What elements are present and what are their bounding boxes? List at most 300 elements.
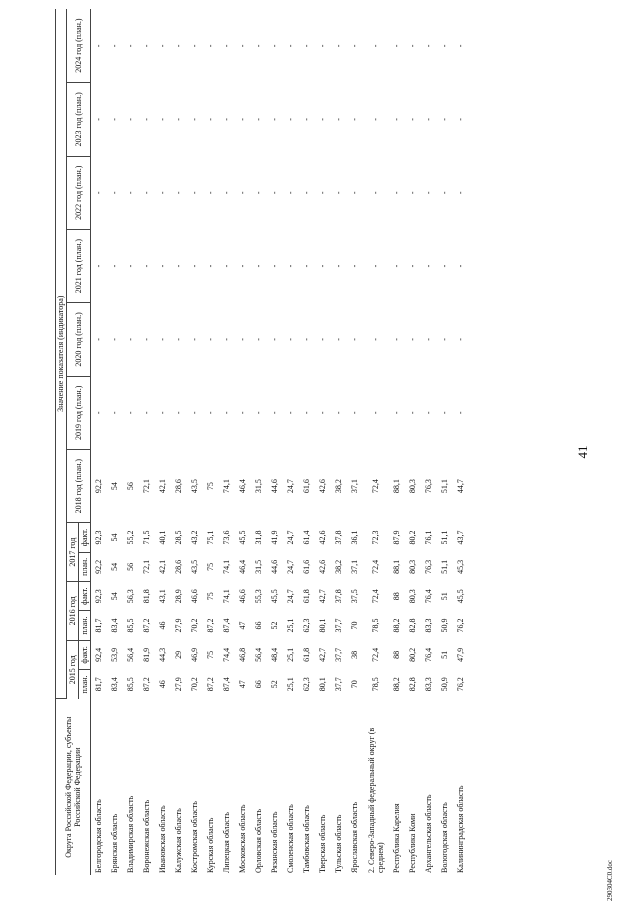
value-cell: 75	[206, 562, 216, 571]
value-cell: 47	[238, 621, 248, 630]
value-cell: -	[440, 338, 450, 341]
value-cell: -	[350, 118, 360, 121]
region-name: Вологодская область	[440, 802, 450, 873]
value-cell: 78,5	[371, 677, 381, 692]
value-cell: -	[270, 191, 280, 195]
value-cell: 72,1	[142, 479, 152, 494]
value-cell: 56,3	[126, 589, 136, 604]
value-cell: -	[222, 411, 232, 415]
value-cell: 41,9	[270, 530, 280, 545]
value-cell: 50,9	[440, 618, 450, 633]
region-name: Тамбовская область	[302, 805, 312, 873]
value-cell: 81,7	[94, 677, 104, 692]
table-row	[267, 9, 283, 875]
value-cell: -	[440, 191, 450, 195]
value-cell: -	[286, 191, 296, 195]
value-cell: -	[190, 118, 200, 121]
value-cell: 76,1	[424, 530, 434, 545]
region-name: Рязанская область	[270, 811, 280, 873]
value-cell: -	[238, 44, 248, 48]
value-cell: 46	[158, 621, 168, 630]
value-cell: -	[158, 118, 168, 121]
value-cell: -	[318, 191, 328, 195]
region-name: Архангельская область	[424, 794, 434, 873]
value-cell: 76,4	[424, 589, 434, 604]
value-cell: 87,4	[222, 677, 232, 692]
value-cell: 47,9	[456, 647, 466, 662]
header-plan: план.	[79, 611, 91, 640]
value-cell: 28,6	[174, 479, 184, 494]
header-2021: 2021 год (план.)	[67, 229, 91, 302]
value-cell: 75	[206, 650, 216, 659]
value-cell: 28,9	[174, 589, 184, 604]
value-cell: -	[94, 411, 104, 415]
value-cell: -	[222, 118, 232, 121]
region-name: Смоленская область	[286, 804, 296, 873]
value-cell: -	[190, 191, 200, 195]
value-cell: 46,4	[238, 479, 248, 494]
region-name: Брянская область	[110, 813, 120, 873]
region-name: Тульская область	[334, 814, 344, 873]
value-cell: 43,5	[190, 479, 200, 494]
value-cell: -	[270, 264, 280, 268]
value-cell: -	[174, 191, 184, 195]
region-name: 2. Северо-Западный федеральный округ (в среднем)	[366, 727, 385, 873]
region-name: Ивановская область	[158, 805, 168, 873]
value-cell: 83,3	[424, 677, 434, 692]
value-cell: 27,9	[174, 618, 184, 633]
value-cell: -	[190, 338, 200, 341]
value-cell: 73,6	[222, 530, 232, 545]
header-fact: факт.	[79, 640, 91, 669]
value-cell: 43,2	[190, 530, 200, 545]
value-cell: 61,6	[302, 559, 312, 574]
value-cell: 88,1	[392, 479, 402, 494]
value-cell: 24,7	[286, 559, 296, 574]
value-cell: 92,3	[94, 589, 104, 604]
value-cell: 43,1	[158, 589, 168, 604]
value-cell: -	[126, 411, 136, 415]
table-row	[347, 9, 363, 875]
value-cell: -	[334, 264, 344, 268]
value-cell: 53,9	[110, 647, 120, 662]
value-cell: 52	[270, 680, 280, 689]
table-row	[203, 9, 219, 875]
value-cell: 85,5	[126, 677, 136, 692]
value-cell: -	[254, 411, 264, 415]
value-cell: 38,2	[334, 479, 344, 494]
value-cell: -	[302, 411, 312, 415]
value-cell: -	[158, 264, 168, 268]
value-cell: -	[110, 191, 120, 195]
header-2020: 2020 год (план.)	[67, 303, 91, 376]
value-cell: 81,9	[142, 647, 152, 662]
value-cell: 37,7	[334, 647, 344, 662]
value-cell: -	[334, 118, 344, 121]
value-cell: 80,3	[408, 479, 418, 494]
value-cell: 24,7	[286, 530, 296, 545]
value-cell: 56	[126, 482, 136, 491]
value-cell: 37,7	[334, 618, 344, 633]
value-cell: -	[440, 118, 450, 121]
value-cell: 81,8	[142, 589, 152, 604]
value-cell: 74,4	[222, 647, 232, 662]
value-cell: 44,6	[270, 559, 280, 574]
value-cell: -	[392, 411, 402, 415]
value-cell: 75,1	[206, 530, 216, 545]
value-cell: 70,2	[190, 677, 200, 692]
value-cell: -	[371, 338, 381, 341]
value-cell: -	[142, 264, 152, 268]
value-cell: -	[94, 44, 104, 48]
value-cell: 76,4	[424, 647, 434, 662]
value-cell: 37,8	[334, 530, 344, 545]
value-cell: 25,1	[286, 618, 296, 633]
value-cell: -	[371, 44, 381, 48]
value-cell: 80,3	[408, 589, 418, 604]
value-cell: -	[286, 264, 296, 268]
value-cell: 54	[110, 482, 120, 491]
table-row	[453, 9, 469, 875]
value-cell: -	[206, 264, 216, 268]
table-row	[171, 9, 187, 875]
value-cell: 74,1	[222, 589, 232, 604]
value-cell: 92,4	[94, 647, 104, 662]
value-cell: -	[222, 338, 232, 341]
table-row	[331, 9, 347, 875]
value-cell: -	[350, 338, 360, 341]
value-cell: 27,9	[174, 677, 184, 692]
header-fact: факт.	[79, 523, 91, 552]
value-cell: -	[408, 338, 418, 341]
value-cell: 88,1	[392, 559, 402, 574]
header-2017: 2017 год	[67, 523, 79, 582]
value-cell: -	[302, 191, 312, 195]
value-cell: 46,6	[238, 589, 248, 604]
value-cell: -	[142, 191, 152, 195]
value-cell: -	[126, 44, 136, 48]
value-cell: -	[286, 118, 296, 121]
value-cell: -	[440, 411, 450, 415]
value-cell: 83,4	[110, 618, 120, 633]
value-cell: -	[392, 191, 402, 195]
value-cell: -	[302, 118, 312, 121]
value-cell: 55,3	[254, 589, 264, 604]
value-cell: 54	[110, 592, 120, 601]
value-cell: -	[174, 118, 184, 121]
value-cell: -	[270, 338, 280, 341]
value-cell: -	[334, 44, 344, 48]
value-cell: -	[392, 264, 402, 268]
value-cell: -	[334, 191, 344, 195]
value-cell: 47	[238, 680, 248, 689]
region-name: Калининградская область	[456, 785, 466, 873]
value-cell: -	[318, 264, 328, 268]
value-cell: 88,2	[392, 618, 402, 633]
value-cell: -	[158, 338, 168, 341]
value-cell: 87,2	[206, 677, 216, 692]
value-cell: 46	[158, 680, 168, 689]
table-row	[299, 9, 315, 875]
value-cell: -	[174, 338, 184, 341]
table-row	[389, 9, 405, 875]
region-name: Владимирская область	[126, 795, 136, 873]
value-cell: 80,1	[318, 618, 328, 633]
value-cell: -	[94, 118, 104, 121]
value-cell: -	[126, 191, 136, 195]
value-cell: 72,3	[371, 530, 381, 545]
value-cell: 37,5	[350, 589, 360, 604]
value-cell: 56,4	[254, 647, 264, 662]
value-cell: -	[254, 264, 264, 268]
value-cell: -	[206, 118, 216, 121]
value-cell: 61,4	[302, 530, 312, 545]
region-name: Калужская область	[174, 808, 184, 873]
value-cell: -	[424, 118, 434, 121]
value-cell: 37,8	[334, 589, 344, 604]
value-cell: -	[158, 44, 168, 48]
value-cell: 51	[440, 592, 450, 601]
value-cell: 54	[110, 562, 120, 571]
value-cell: 66	[254, 680, 264, 689]
value-cell: -	[456, 264, 466, 268]
value-cell: 87,2	[142, 677, 152, 692]
table-row	[91, 9, 108, 875]
table-header	[56, 9, 91, 875]
region-name: Ярославская область	[350, 801, 360, 873]
value-cell: -	[334, 338, 344, 341]
value-cell: 37,1	[350, 559, 360, 574]
value-cell: -	[222, 191, 232, 195]
value-cell: -	[94, 191, 104, 195]
value-cell: 88	[392, 650, 402, 659]
value-cell: 40,1	[158, 530, 168, 545]
value-cell: -	[110, 411, 120, 415]
value-cell: 61,8	[302, 589, 312, 604]
value-cell: -	[408, 118, 418, 121]
value-cell: 46,6	[190, 589, 200, 604]
value-cell: 56,4	[126, 647, 136, 662]
value-cell: -	[254, 191, 264, 195]
value-cell: 44,7	[456, 479, 466, 494]
value-cell: -	[174, 411, 184, 415]
value-cell: -	[270, 44, 280, 48]
value-cell: 55,2	[126, 530, 136, 545]
value-cell: -	[126, 264, 136, 268]
table-row	[107, 9, 123, 875]
header-plan: план.	[79, 552, 91, 581]
value-cell: -	[94, 264, 104, 268]
value-cell: 28,5	[174, 530, 184, 545]
value-cell: 36,1	[350, 530, 360, 545]
header-2024: 2024 год (план.)	[67, 9, 91, 83]
value-cell: -	[222, 44, 232, 48]
header-2019: 2019 год (план.)	[67, 376, 91, 449]
value-cell: 46,4	[238, 559, 248, 574]
value-cell: -	[94, 338, 104, 341]
value-cell: 82,8	[408, 618, 418, 633]
value-cell: 75	[206, 482, 216, 491]
value-cell: -	[190, 411, 200, 415]
value-cell: -	[302, 264, 312, 268]
table-row	[421, 9, 437, 875]
region-name: Орловская область	[254, 808, 264, 873]
value-cell: 70	[350, 680, 360, 689]
value-cell: -	[350, 44, 360, 48]
value-cell: 92,2	[94, 479, 104, 494]
value-cell: 87,2	[142, 618, 152, 633]
value-cell: 42,1	[158, 479, 168, 494]
value-cell: -	[456, 191, 466, 195]
value-cell: -	[190, 264, 200, 268]
value-cell: -	[424, 411, 434, 415]
value-cell: 44,6	[270, 479, 280, 494]
value-cell: 80,3	[408, 559, 418, 574]
value-cell: -	[371, 118, 381, 121]
value-cell: 56	[126, 562, 136, 571]
value-cell: -	[238, 191, 248, 195]
value-cell: -	[142, 118, 152, 121]
value-cell: -	[238, 338, 248, 341]
value-cell: -	[158, 411, 168, 415]
value-cell: 43,7	[456, 530, 466, 545]
region-name: Республика Карелия	[392, 803, 402, 873]
value-cell: 52	[270, 621, 280, 630]
value-cell: -	[350, 191, 360, 195]
value-cell: -	[392, 44, 402, 48]
value-cell: 92,3	[94, 530, 104, 545]
region-name: Тверская область	[318, 814, 328, 873]
value-cell: -	[206, 338, 216, 341]
value-cell: 29	[174, 650, 184, 659]
value-cell: -	[126, 118, 136, 121]
value-cell: -	[392, 338, 402, 341]
header-2016: 2016 год	[67, 582, 79, 641]
value-cell: 72,1	[142, 559, 152, 574]
value-cell: 62,3	[302, 677, 312, 692]
value-cell: 37,7	[334, 677, 344, 692]
value-cell: 43,5	[190, 559, 200, 574]
value-cell: 25,1	[286, 677, 296, 692]
value-cell: 87,4	[222, 618, 232, 633]
value-cell: -	[206, 191, 216, 195]
table-row	[139, 9, 155, 875]
table-row	[437, 9, 453, 875]
value-cell: 42,7	[318, 647, 328, 662]
value-cell: -	[371, 264, 381, 268]
value-cell: -	[408, 411, 418, 415]
value-cell: 46,9	[190, 647, 200, 662]
value-cell: -	[270, 118, 280, 121]
table-row	[123, 9, 139, 875]
value-cell: -	[424, 338, 434, 341]
value-cell: -	[302, 338, 312, 341]
value-cell: 66	[254, 621, 264, 630]
table-row	[405, 9, 421, 875]
value-cell: 25,1	[286, 647, 296, 662]
value-cell: -	[110, 44, 120, 48]
value-cell: -	[318, 44, 328, 48]
value-cell: 85,5	[126, 618, 136, 633]
value-cell: -	[318, 411, 328, 415]
value-cell: -	[302, 44, 312, 48]
value-cell: -	[456, 44, 466, 48]
value-cell: 31,5	[254, 479, 264, 494]
value-cell: -	[318, 118, 328, 121]
value-cell: 78,5	[371, 618, 381, 633]
indicator-table	[55, 9, 469, 875]
value-cell: 61,8	[302, 647, 312, 662]
value-cell: 76,3	[424, 479, 434, 494]
value-cell: -	[408, 264, 418, 268]
value-cell: 31,5	[254, 559, 264, 574]
header-2018: 2018 год (план.)	[67, 449, 91, 522]
value-cell: -	[190, 44, 200, 48]
value-cell: 42,6	[318, 530, 328, 545]
value-cell: -	[456, 411, 466, 415]
value-cell: 83,4	[110, 677, 120, 692]
region-name: Липецкая область	[222, 812, 232, 873]
value-cell: 72,4	[371, 559, 381, 574]
region-name: Белгородская область	[94, 799, 104, 873]
value-cell: 24,7	[286, 479, 296, 494]
value-cell: 31,8	[254, 530, 264, 545]
value-cell: -	[206, 44, 216, 48]
value-cell: 45,5	[238, 530, 248, 545]
value-cell: 70,2	[190, 618, 200, 633]
value-cell: -	[254, 338, 264, 341]
value-cell: -	[142, 338, 152, 341]
region-name: Республика Коми	[408, 813, 418, 873]
value-cell: 54	[110, 533, 120, 542]
value-cell: 87,2	[206, 618, 216, 633]
header-indicator: Значение показателя (индикатора)	[56, 9, 67, 699]
value-cell: 76,3	[424, 559, 434, 574]
value-cell: 71,5	[142, 530, 152, 545]
document-code: 290304С0.doc	[606, 859, 614, 901]
value-cell: 82,8	[408, 677, 418, 692]
value-cell: -	[456, 118, 466, 121]
value-cell: -	[286, 338, 296, 341]
table-row	[187, 9, 203, 875]
value-cell: 72,4	[371, 589, 381, 604]
value-cell: -	[110, 264, 120, 268]
value-cell: -	[158, 191, 168, 195]
value-cell: 46,8	[238, 647, 248, 662]
value-cell: -	[318, 338, 328, 341]
region-name: Костромская область	[190, 801, 200, 873]
value-cell: 83,3	[424, 618, 434, 633]
value-cell: 42,6	[318, 479, 328, 494]
table-row	[155, 9, 171, 875]
table-row	[219, 9, 235, 875]
header-plan: план.	[79, 670, 91, 699]
value-cell: 24,7	[286, 589, 296, 604]
region-name: Воронежская область	[142, 799, 152, 873]
value-cell: -	[174, 44, 184, 48]
value-cell: 72,4	[371, 479, 381, 494]
table-row	[315, 9, 331, 875]
value-cell: -	[222, 264, 232, 268]
value-cell: -	[238, 411, 248, 415]
value-cell: -	[408, 191, 418, 195]
value-cell: 38	[350, 650, 360, 659]
header-fact: факт.	[79, 582, 91, 611]
value-cell: 50,9	[440, 677, 450, 692]
value-cell: 51	[440, 650, 450, 659]
value-cell: -	[174, 264, 184, 268]
value-cell: 92,2	[94, 559, 104, 574]
